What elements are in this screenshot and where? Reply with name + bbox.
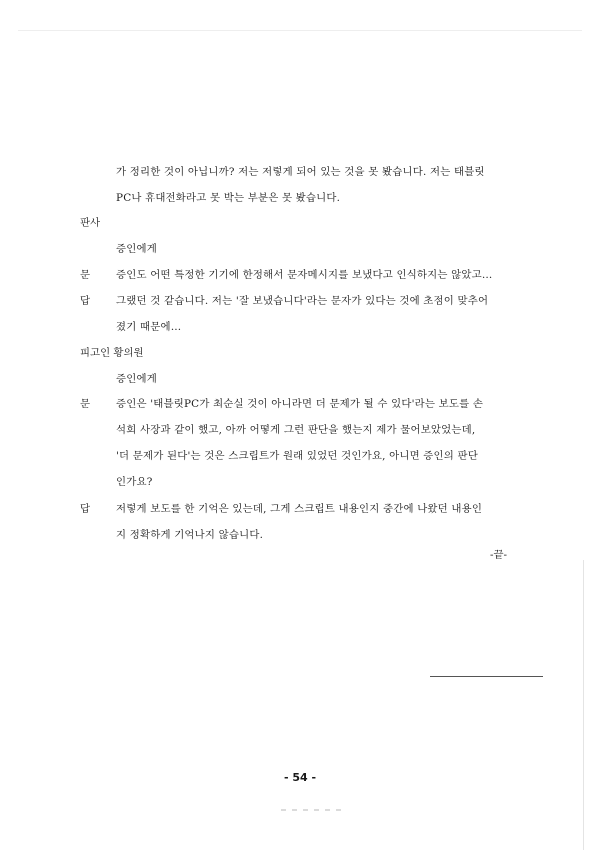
speaker-label-defendant: 피고인 황의원 bbox=[80, 347, 144, 359]
scan-edge-right bbox=[583, 560, 584, 850]
scan-edge-top bbox=[18, 30, 582, 31]
page-number: - 54 - bbox=[283, 771, 317, 784]
answer-text: 졌기 때문에… bbox=[116, 321, 182, 333]
speaker-label-judge: 판사 bbox=[80, 217, 101, 229]
answer-marker: 답 bbox=[80, 295, 91, 307]
transcript-line: PC나 휴대전화라고 못 박는 부분은 못 봤습니다. bbox=[116, 192, 341, 204]
answer-text: 저렇게 보도를 한 기억은 있는데, 그게 스크립트 내용인지 중간에 나왔던 내용인 bbox=[116, 503, 483, 515]
addressee-label: 증인에게 bbox=[116, 243, 157, 255]
question-marker: 문 bbox=[80, 398, 91, 410]
faint-stamp-mark bbox=[278, 798, 348, 812]
question-text: 석희 사장과 같이 했고, 아까 어떻게 그런 판단을 했는지 제가 물어보았었는데, bbox=[116, 424, 476, 436]
answer-text: 그랬던 것 같습니다. 저는 '잘 보냈습니다'라는 문자가 있다는 것에 초점이 맞추어 bbox=[116, 295, 489, 307]
question-text: 증인은 '태블릿PC가 최순실 것이 아니라면 더 문제가 될 수 있다'라는 보도를 손 bbox=[116, 398, 484, 410]
transcript-line: 가 정리한 것이 아닙니까? 저는 저렇게 되어 있는 것을 못 봤습니다. 저는 태블릿 bbox=[116, 166, 485, 178]
question-text: 증인도 어떤 특정한 기기에 한정해서 문자메시지를 보냈다고 인식하지는 않았고… bbox=[116, 269, 493, 281]
answer-text: 지 정확하게 기억나지 않습니다. bbox=[116, 529, 264, 541]
question-marker: 문 bbox=[80, 269, 91, 281]
question-text: 인가요? bbox=[116, 476, 153, 488]
question-text: '더 문제가 된다'는 것은 스크립트가 원래 있었던 것인가요, 아니면 증인의 판단 bbox=[116, 450, 478, 462]
end-mark: -끝- bbox=[490, 549, 508, 561]
footer-rule bbox=[430, 676, 543, 677]
answer-marker: 답 bbox=[80, 503, 91, 515]
addressee-label: 증인에게 bbox=[116, 373, 157, 385]
